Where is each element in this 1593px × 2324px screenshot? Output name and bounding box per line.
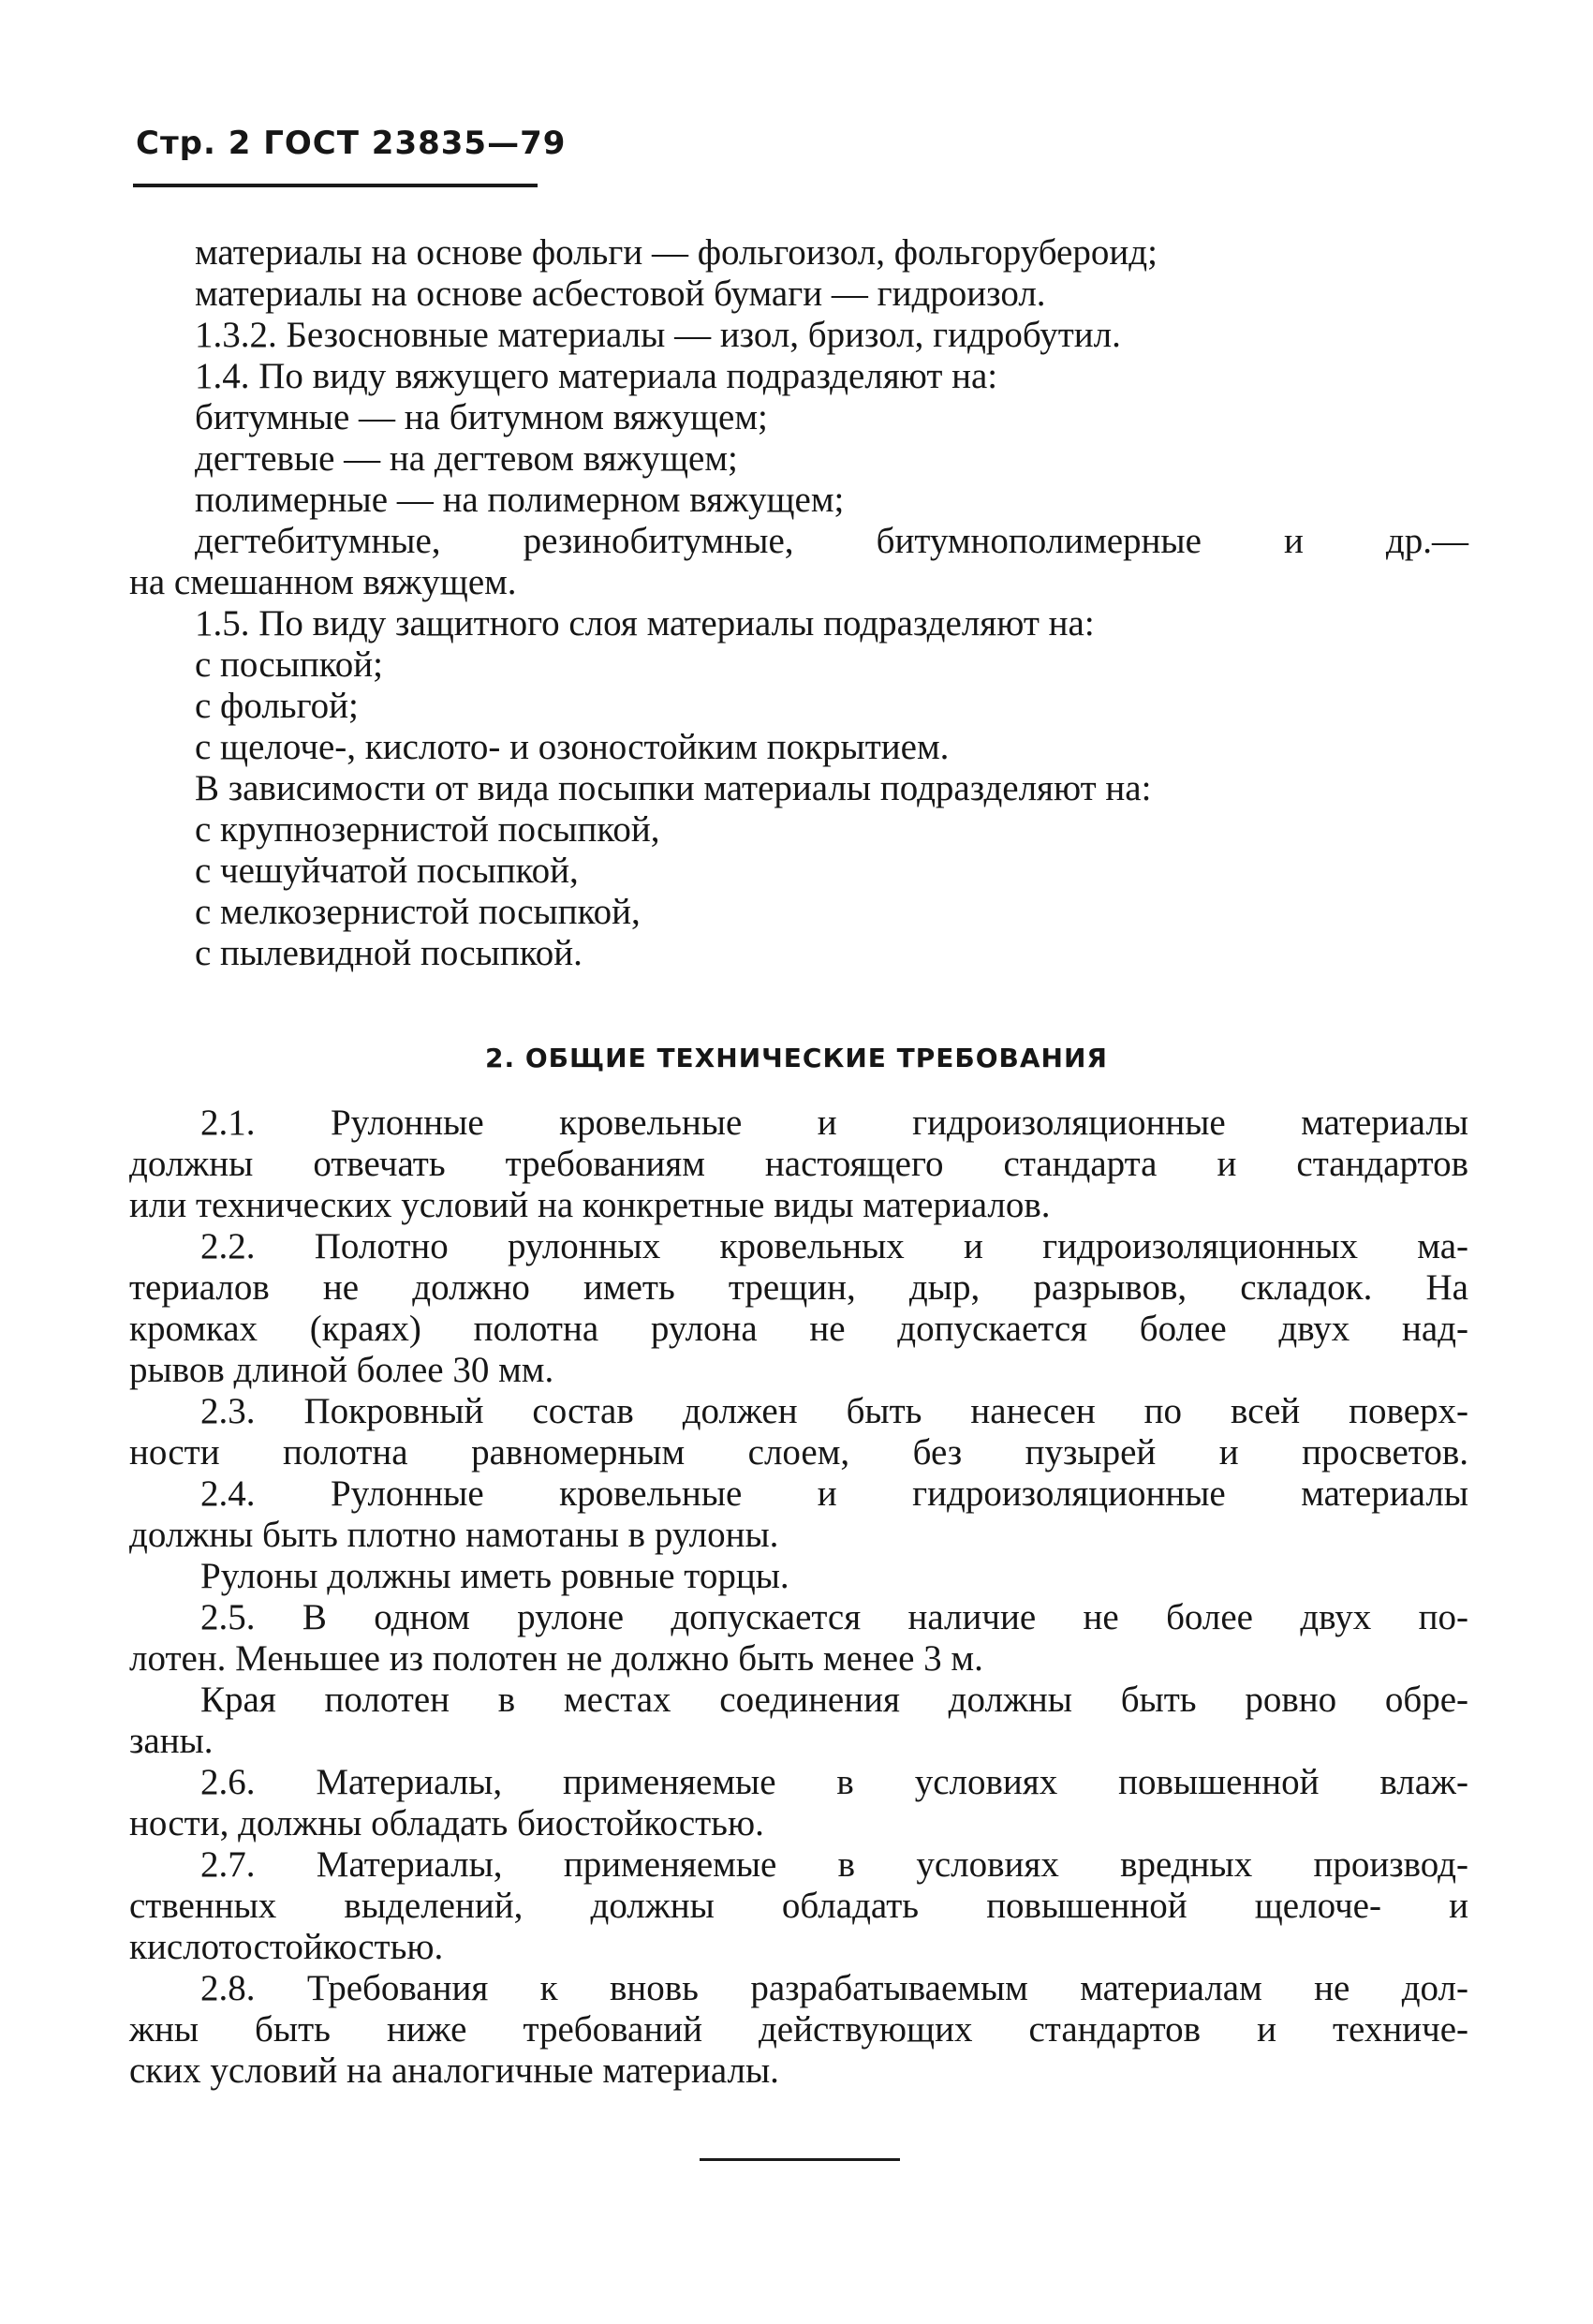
text-line: 2.1. Рулонные кровельные и гидроизоляционные материалы (200, 1103, 1468, 1143)
text-line: 2.3. Покровный состав должен быть нанесен по всей поверх- (200, 1391, 1468, 1431)
text-line: териалов не должно иметь трещин, дыр, разрывов, складок. На (129, 1267, 1468, 1308)
text-line: 1.5. По виду защитного слоя материалы подразделяют на: (195, 603, 1095, 644)
page-header: Стр. 2 ГОСТ 23835—79 (136, 125, 567, 162)
text-line: с фольгой; (195, 686, 359, 726)
text-line: 1.4. По виду вяжущего материала подразделяют на: (195, 356, 998, 396)
text-line: с крупнозернистой посыпкой, (195, 809, 660, 850)
text-line: лотен. Меньшее из полотен не должно быть менее 3 м. (129, 1638, 983, 1679)
text-line: на смешанном вяжущем. (129, 562, 517, 602)
text-line: или технических условий на конкретные виды материалов. (129, 1185, 1051, 1225)
text-line: ности, должны обладать биостойкостью. (129, 1803, 764, 1843)
text-line: с чешуйчатой посыпкой, (195, 851, 579, 891)
text-line: 2.8. Требования к вновь разрабатываемым материалам не дол- (200, 1968, 1468, 2008)
text-line: 1.3.2. Безосновные материалы — изол, бризол, гидробутил. (195, 315, 1121, 355)
section-2-text (129, 1103, 1468, 2092)
text-line: материалы на основе фольги — фольгоизол, фольгорубероид; (195, 232, 1158, 273)
text-line: дегтевые — на дегтевом вяжущем; (195, 438, 738, 479)
text-line: заны. (129, 1721, 214, 1761)
text-line: кислотостойкостью. (129, 1927, 444, 1967)
text-line: дегтебитумные, резинобитумные, битумнополимерные и др.— (195, 521, 1468, 561)
text-line: 2.6. Материалы, применяемые в условиях повышенной влаж- (200, 1762, 1468, 1802)
text-line: полимерные — на полимерном вяжущем; (195, 480, 845, 520)
text-line: должны отвечать требованиям настоящего стандарта и стандартов (129, 1144, 1468, 1184)
text-line: рывов длиной более 30 мм. (129, 1350, 554, 1390)
header-rule (133, 184, 538, 187)
text-line: с пылевидной посыпкой. (195, 933, 583, 973)
text-line: Рулоны должны иметь ровные торцы. (200, 1556, 789, 1596)
text-line: должны быть плотно намотаны в рулоны. (129, 1515, 779, 1555)
end-rule (700, 2158, 900, 2161)
text-line: битумные — на битумном вяжущем; (195, 397, 768, 437)
text-line: ности полотна равномерным слоем, без пузырей и просветов. (129, 1432, 1468, 1473)
text-line: кромках (краях) полотна рулона не допускается более двух над- (129, 1309, 1468, 1349)
text-line: с щелоче-, кислото- и озоностойким покрытием. (195, 727, 950, 767)
text-line: материалы на основе асбестовой бумаги — гидроизол. (195, 274, 1046, 314)
text-line: 2.7. Материалы, применяемые в условиях вредных производ- (200, 1844, 1468, 1885)
section-heading: 2. ОБЩИЕ ТЕХНИЧЕСКИЕ ТРЕБОВАНИЯ (485, 1043, 1108, 1073)
text-line: с мелкозернистой посыпкой, (195, 892, 641, 932)
text-line: Края полотен в местах соединения должны быть ровно обре- (200, 1680, 1468, 1720)
text-line: 2.4. Рулонные кровельные и гидроизоляционные материалы (200, 1473, 1468, 1514)
text-line: ственных выделений, должны обладать повышенной щелоче- и (129, 1886, 1468, 1926)
text-line: 2.5. В одном рулоне допускается наличие не более двух по- (200, 1597, 1468, 1637)
text-line: с посыпкой; (195, 644, 383, 685)
text-line: жны быть ниже требований действующих стандартов и техниче- (129, 2009, 1468, 2050)
section-1-text (129, 232, 1468, 974)
text-line: ских условий на аналогичные материалы. (129, 2050, 779, 2091)
text-line: 2.2. Полотно рулонных кровельных и гидроизоляционных ма- (200, 1226, 1468, 1266)
text-line: В зависимости от вида посыпки материалы подразделяют на: (195, 768, 1152, 808)
